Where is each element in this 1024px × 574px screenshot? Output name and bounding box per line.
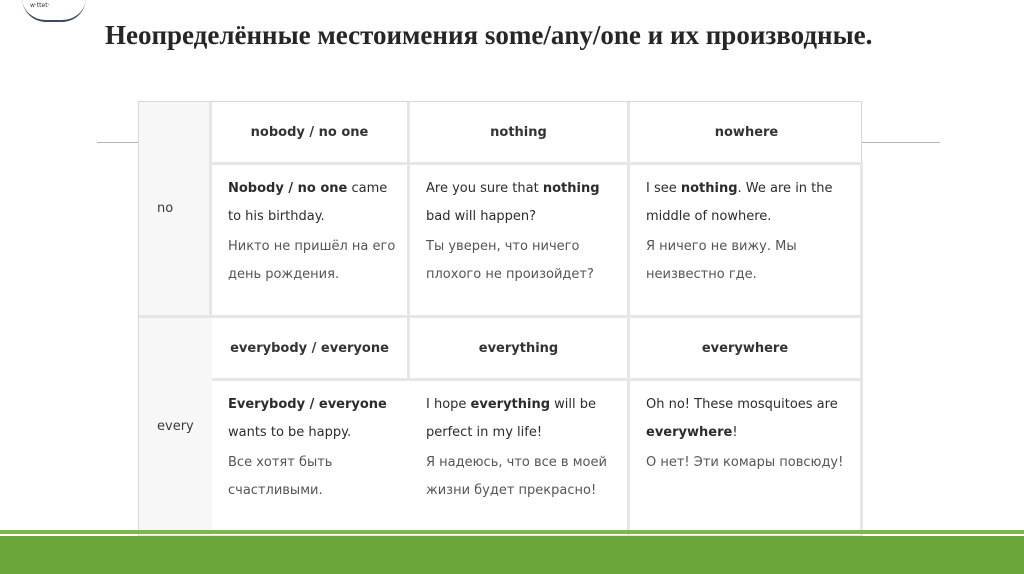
header-everything: everything — [410, 318, 630, 381]
example-keyword: everywhere — [646, 425, 733, 440]
example-nothing — [410, 165, 630, 318]
example-text: . We are in the middle of nowhere. — [646, 181, 833, 224]
example-everything — [410, 381, 630, 538]
example-keyword: nothing — [680, 181, 738, 196]
header-everywhere: everywhere — [630, 318, 863, 381]
footer-accent-line — [0, 530, 1024, 534]
row-label-every: every — [139, 318, 212, 538]
example-translation: Никто не пришёл на его день рождения. — [228, 239, 396, 282]
example-en — [228, 175, 399, 231]
example-text: Are you sure that — [426, 181, 543, 196]
divider-left — [97, 142, 141, 143]
example-translation: Я надеюсь, что все в моей жизни будет прекрасно! — [426, 455, 607, 498]
example-translation: Все хотят быть счастливыми. — [228, 455, 333, 498]
example-en — [228, 391, 402, 447]
logo-text: w·ttet· — [30, 2, 50, 9]
example-text: wants to be happy. — [228, 425, 352, 440]
header-everybody: everybody / everyone — [212, 318, 410, 381]
example-text: will be perfect in my life! — [426, 397, 597, 440]
example-nobody — [212, 165, 410, 318]
header-nothing: nothing — [410, 102, 630, 165]
example-keyword: Everybody / everyone — [228, 397, 387, 412]
pronoun-table — [138, 101, 862, 537]
example-en — [426, 175, 619, 231]
example-everywhere — [630, 381, 863, 538]
example-everybody — [212, 381, 410, 538]
example-text: Oh no! These mosquitoes are — [646, 397, 838, 412]
example-text: I hope — [426, 397, 471, 412]
example-en — [646, 391, 852, 447]
example-text: ! — [732, 425, 738, 440]
example-nowhere — [630, 165, 863, 318]
row-label-no: no — [139, 102, 212, 318]
example-text: came — [347, 181, 388, 196]
example-en — [646, 175, 852, 231]
example-en — [426, 391, 619, 447]
example-translation: О нет! Эти комары повсюду! — [646, 455, 844, 470]
example-text: I see — [646, 181, 681, 196]
slide-title: Неопределённые местоимения some/any/one и их производные. — [105, 20, 873, 50]
example-text: bad will happen? — [426, 209, 537, 224]
example-keyword: nothing — [542, 181, 600, 196]
footer-bar — [0, 536, 1024, 574]
example-text: to his birthday. — [228, 209, 325, 224]
header-nobody: nobody / no one — [212, 102, 410, 165]
example-translation: Я ничего не вижу. Мы неизвестно где. — [646, 239, 797, 282]
example-keyword: everything — [470, 397, 551, 412]
example-translation: Ты уверен, что ничего плохого не произойдет? — [426, 239, 594, 282]
example-keyword: Nobody / no one — [228, 181, 348, 196]
divider-right — [862, 142, 940, 143]
header-nowhere: nowhere — [630, 102, 863, 165]
